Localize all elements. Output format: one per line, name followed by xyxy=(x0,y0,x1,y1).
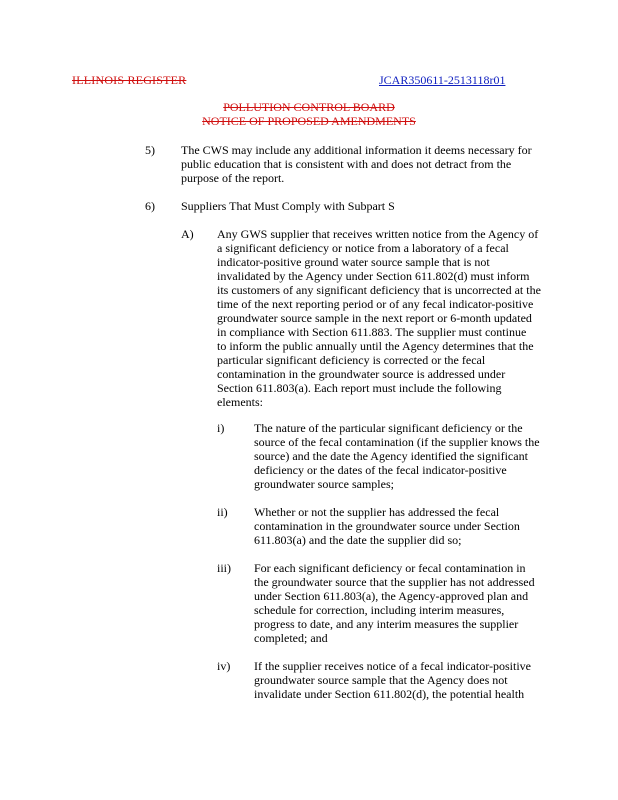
document-code: JCAR350611-2513118r01 xyxy=(379,73,506,87)
text-line: under Section 611.803(a), the Agency-approved plan and xyxy=(254,589,529,603)
text-line: completed; and xyxy=(254,631,328,645)
text-line: particular significant deficiency is corrected or the fecal xyxy=(217,353,486,367)
text-line: invalidated by the Agency under Section 611.802(d) must inform xyxy=(217,269,530,283)
text-line: The nature of the particular significant deficiency or the xyxy=(254,421,523,435)
item-iv-text xyxy=(254,659,531,701)
text-line: indicator-positive ground water source sample that is not xyxy=(217,255,490,269)
item-i-text xyxy=(254,421,540,491)
text-line: invalidate under Section 611.802(d), the potential health xyxy=(254,687,525,701)
text-line: groundwater source sample in the next report or 6-month updated xyxy=(217,311,532,325)
text-line: source) and the date the Agency identified the significant xyxy=(254,449,528,463)
item-number-6: 6) xyxy=(145,199,155,213)
register-title: ILLINOIS REGISTER xyxy=(72,73,187,87)
text-line: The CWS may include any additional information it deems necessary for xyxy=(181,143,532,157)
item-number-a: A) xyxy=(181,227,194,241)
text-line: For each significant deficiency or fecal contamination in xyxy=(254,561,526,575)
board-name: POLLUTION CONTROL BOARD xyxy=(223,100,395,114)
text-line: groundwater source samples; xyxy=(254,477,394,491)
text-line: to inform the public annually until the Agency determines that the xyxy=(217,339,534,353)
item-number-ii: ii) xyxy=(217,505,228,519)
text-line: Suppliers That Must Comply with Subpart S xyxy=(181,199,395,213)
text-line: contamination in the groundwater source is addressed under xyxy=(217,367,506,381)
item-iii-text xyxy=(254,561,535,645)
text-line: its customers of any significant deficiency that is uncorrected at the xyxy=(217,283,541,297)
text-line: in compliance with Section 611.883. The supplier must continue xyxy=(217,325,527,339)
text-line: deficiency or the dates of the fecal indicator-positive xyxy=(254,463,507,477)
item-number-iv: iv) xyxy=(217,659,231,673)
text-line: Any GWS supplier that receives written notice from the Agency of xyxy=(217,227,539,241)
item-number-i: i) xyxy=(217,421,225,435)
item-6-text xyxy=(181,199,395,213)
item-ii-text xyxy=(254,505,520,547)
text-line: a significant deficiency or notice from a laboratory of a fecal xyxy=(217,241,509,255)
text-line: source of the fecal contamination (if the supplier knows the xyxy=(254,435,540,449)
text-line: public education that is consistent with and does not detract from the xyxy=(181,157,512,171)
text-line: purpose of the report. xyxy=(181,171,285,185)
text-line: time of the next reporting period or of any fecal indicator-positive xyxy=(217,297,534,311)
agency-heading xyxy=(0,100,618,128)
text-line: contamination in the groundwater source under Section xyxy=(254,519,520,533)
item-a-text xyxy=(217,227,541,409)
text-line: the groundwater source that the supplier has not addressed xyxy=(254,575,535,589)
item-5-text xyxy=(181,143,532,185)
text-line: 611.803(a) and the date the supplier did so; xyxy=(254,533,462,547)
notice-title: NOTICE OF PROPOSED AMENDMENTS xyxy=(202,114,416,128)
text-line: groundwater source sample that the Agency does not xyxy=(254,673,508,687)
item-number-iii: iii) xyxy=(217,561,231,575)
text-line: schedule for correction, including interim measures, xyxy=(254,603,505,617)
text-line: Section 611.803(a). Each report must include the following xyxy=(217,381,502,395)
text-line: progress to date, and any interim measures the supplier xyxy=(254,617,519,631)
text-line: Whether or not the supplier has addressed the fecal xyxy=(254,505,500,519)
text-line: elements: xyxy=(217,395,263,409)
text-line: If the supplier receives notice of a fecal indicator-positive xyxy=(254,659,531,673)
item-number-5: 5) xyxy=(145,143,155,157)
